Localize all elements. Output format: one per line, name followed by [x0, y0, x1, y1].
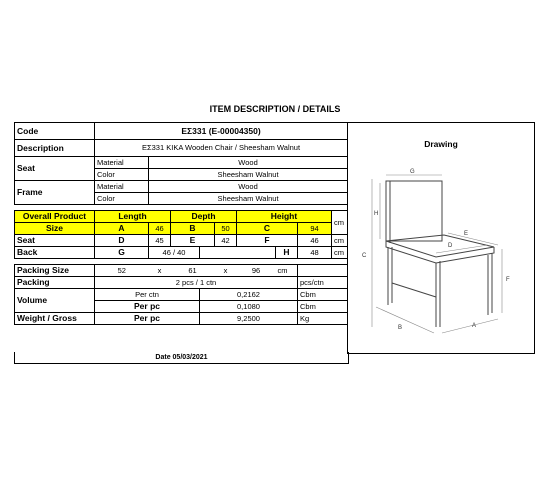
volume-pc-unit: Cbm	[298, 301, 348, 313]
b-value: 50	[215, 223, 237, 235]
e-value: 42	[215, 235, 237, 247]
g-value: 46 / 40	[149, 247, 200, 259]
spec-table	[14, 122, 348, 325]
packing-size-v1: 52	[95, 265, 149, 277]
label-f: F	[506, 277, 510, 283]
back-dims-blank	[200, 247, 276, 259]
overall-values-row	[15, 223, 348, 235]
packing-value: 2 pcs / 1 ctn	[95, 277, 298, 289]
packing-size-row	[15, 265, 348, 277]
label-g: G	[410, 169, 415, 175]
frame-material-label: Material	[95, 181, 149, 193]
back-dims-row	[15, 247, 348, 259]
packing-size-label: Packing Size	[15, 265, 95, 277]
weight-unit: Kg	[298, 313, 348, 325]
code-row	[15, 123, 348, 140]
code-label: Code	[15, 123, 95, 140]
label-b: B	[398, 325, 403, 331]
packing-size-v2: 61	[171, 265, 215, 277]
length-header: Length	[95, 211, 171, 223]
chair-stretcher	[392, 283, 436, 297]
packing-unit: pcs/ctn	[298, 277, 348, 289]
overall-header-row	[15, 211, 348, 223]
dim-line-a	[442, 319, 498, 333]
packing-label: Packing	[15, 277, 95, 289]
weight-row	[15, 313, 348, 325]
seat-material-row	[15, 157, 348, 169]
frame-label: Frame	[15, 181, 95, 205]
frame-color-label: Color	[95, 193, 149, 205]
label-d: D	[448, 243, 453, 249]
seat-dims-unit: cm	[332, 235, 348, 247]
f-letter: F	[237, 235, 298, 247]
e-letter: E	[171, 235, 215, 247]
overall-unit: cm	[332, 211, 348, 235]
chair-backrest	[386, 181, 442, 241]
volume-ctn-unit: Cbm	[298, 289, 348, 301]
dim-line-e	[448, 233, 498, 245]
label-e: E	[464, 231, 469, 237]
back-dims-label: Back	[15, 247, 95, 259]
h-value: 48	[298, 247, 332, 259]
volume-label: Volume	[15, 289, 95, 313]
seat-material-label: Material	[95, 157, 149, 169]
packing-size-v3: 96	[237, 265, 276, 277]
chair-leg-front-right	[488, 253, 492, 315]
volume-per-pc-label: Per pc	[95, 301, 200, 313]
packing-size-x2: x	[215, 265, 237, 277]
seat-color-value: Sheesham Walnut	[149, 169, 348, 181]
seat-label: Seat	[15, 157, 95, 181]
page-title: ITEM DESCRIPTION / DETAILS	[209, 104, 341, 114]
g-letter: G	[95, 247, 149, 259]
depth-header: Depth	[171, 211, 237, 223]
description-label: Description	[15, 140, 95, 157]
packing-size-blank	[298, 265, 348, 277]
back-dims-unit: cm	[332, 247, 348, 259]
seat-material-value: Wood	[149, 157, 348, 169]
seat-dims-row	[15, 235, 348, 247]
drawing-panel	[347, 122, 535, 354]
packing-size-unit: cm	[276, 265, 298, 277]
volume-per-ctn-value: 0,2162	[200, 289, 298, 301]
d-value: 45	[149, 235, 171, 247]
chair-seat-edge	[386, 241, 494, 263]
weight-value: 9,2500	[200, 313, 298, 325]
f-value: 46	[298, 235, 332, 247]
packing-size-x1: x	[149, 265, 171, 277]
c-letter: C	[237, 223, 298, 235]
a-letter: A	[95, 223, 149, 235]
dim-line-b	[376, 307, 434, 333]
packing-row	[15, 277, 348, 289]
seat-color-label: Color	[95, 169, 149, 181]
frame-material-value: Wood	[149, 181, 348, 193]
weight-per-pc-label: Per pc	[95, 313, 200, 325]
overall-label: Overall Product	[15, 211, 95, 223]
d-letter: D	[95, 235, 149, 247]
frame-material-row	[15, 181, 348, 193]
chair-leg-front-left	[436, 261, 440, 327]
volume-per-pc-value: 0,1080	[200, 301, 298, 313]
drawing-title: Drawing	[424, 139, 458, 149]
volume-per-ctn-label: Per ctn	[95, 289, 200, 301]
chair-seat	[386, 235, 494, 257]
chair-leg-back-left	[388, 247, 392, 305]
description-value: ΕΣ331 KIKA Wooden Chair / Sheesham Walnut	[95, 140, 348, 157]
c-value: 94	[298, 223, 332, 235]
a-value: 46	[149, 223, 171, 235]
seat-dims-label: Seat	[15, 235, 95, 247]
frame-color-value: Sheesham Walnut	[149, 193, 348, 205]
weight-label: Weight / Gross	[15, 313, 95, 325]
date-stamp: Date 05/03/2021	[14, 352, 349, 364]
label-c: C	[362, 253, 367, 259]
label-h: H	[374, 211, 379, 217]
chair-drawing	[348, 123, 534, 353]
volume-ctn-row	[15, 289, 348, 301]
h-letter: H	[276, 247, 298, 259]
height-header: Height	[237, 211, 332, 223]
description-row	[15, 140, 348, 157]
label-a: A	[472, 323, 477, 329]
b-letter: B	[171, 223, 215, 235]
code-value: ΕΣ331 (E-00004350)	[95, 123, 348, 140]
size-label: Size	[15, 223, 95, 235]
